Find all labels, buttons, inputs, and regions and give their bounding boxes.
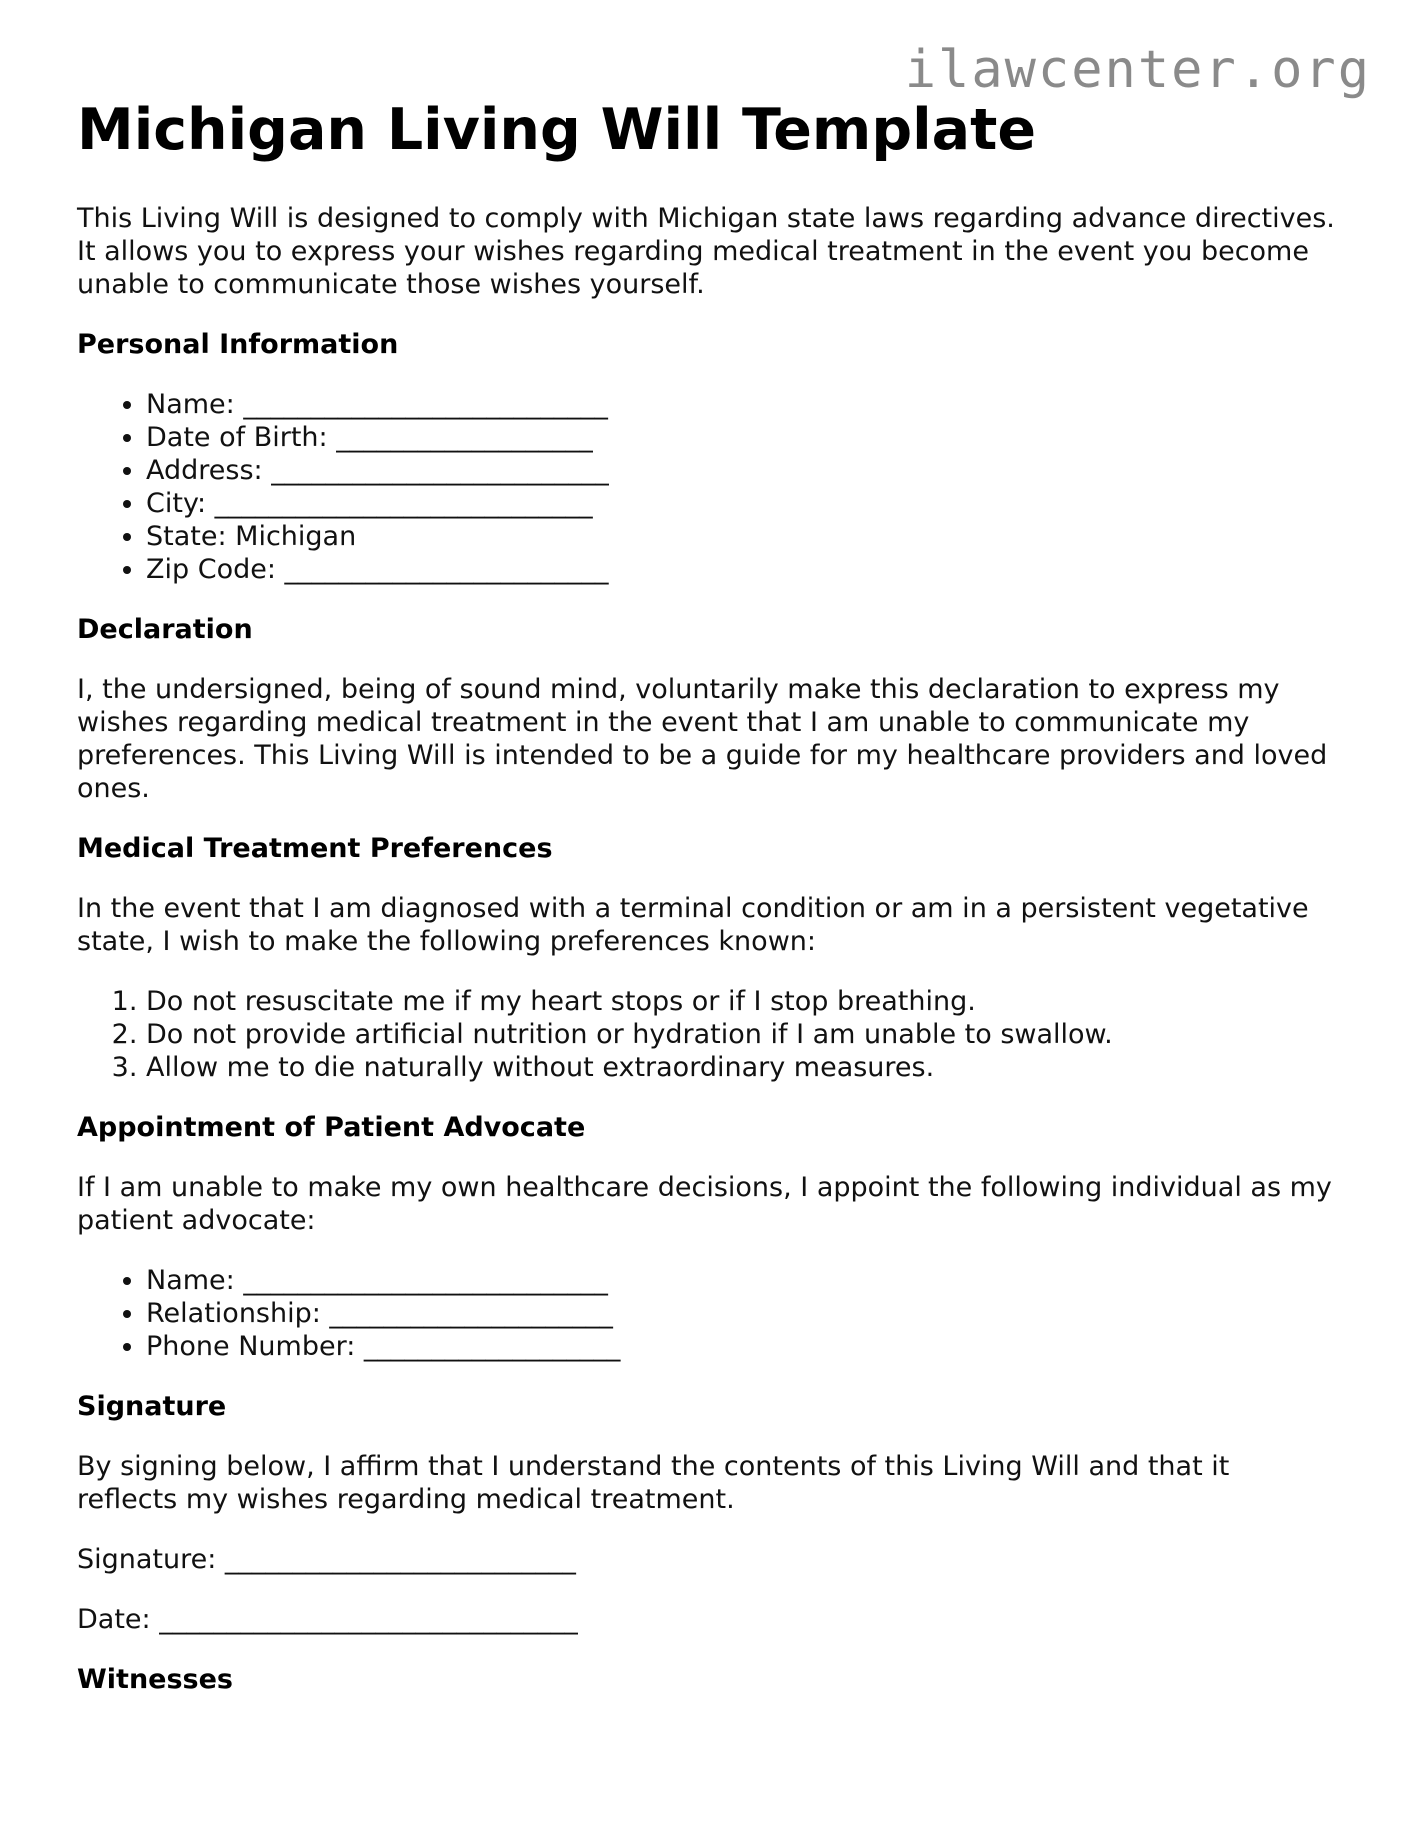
patient-advocate-list xyxy=(77,1264,1337,1363)
signature-paragraph: By signing below, I affirm that I understand the contents of this Living Will and that it reflects my wishes regarding medical treatment. xyxy=(77,1451,1230,1516)
personal-address-field: • Address: _________________________ xyxy=(146,454,1337,487)
medical-preference-item: 3. Allow me to die naturally without extraordinary measures. xyxy=(146,1051,1337,1084)
advocate-name-field: • Name: ___________________________ xyxy=(146,1264,1337,1297)
personal-state-field: • State: Michigan xyxy=(146,520,1337,553)
document-body xyxy=(77,96,1337,1723)
personal-information-heading: Personal Information xyxy=(77,329,399,361)
advocate-relationship-field: • Relationship: _____________________ xyxy=(146,1297,1337,1330)
witnesses-heading: Witnesses xyxy=(77,1664,234,1696)
patient-advocate-paragraph: If I am unable to make my own healthcare decisions, I appoint the following individual as my patient advocate: xyxy=(77,1172,1332,1237)
declaration-heading: Declaration xyxy=(77,614,253,646)
medical-preference-item: 1. Do not resuscitate me if my heart stops or if I stop breathing. xyxy=(146,985,1337,1018)
medical-preference-item: 2. Do not provide artificial nutrition or hydration if I am unable to swallow. xyxy=(146,1018,1337,1051)
personal-information-list xyxy=(77,388,1337,586)
watermark: ilawcenter.org xyxy=(904,40,1371,100)
medical-preferences-heading: Medical Treatment Preferences xyxy=(77,833,553,865)
signature-line: Signature: __________________________ xyxy=(77,1544,576,1576)
date-line: Date: _______________________________ xyxy=(77,1604,578,1636)
medical-preferences-paragraph: In the event that I am diagnosed with a terminal condition or am in a persistent vegetative state, I wish to make the following preferences known: xyxy=(77,893,1309,958)
personal-city-field: • City: ____________________________ xyxy=(146,487,1337,520)
personal-zip-field: • Zip Code: ________________________ xyxy=(146,553,1337,586)
personal-name-field: • Name: ___________________________ xyxy=(146,388,1337,421)
signature-heading: Signature xyxy=(77,1391,227,1423)
patient-advocate-heading: Appointment of Patient Advocate xyxy=(77,1112,586,1144)
declaration-paragraph: I, the undersigned, being of sound mind, voluntarily make this declaration to express my wishes regarding medical treatment in the event that I am unable to communicate my preferences. This Living Will is intended to be a guide for my healthcare providers and loved ones. xyxy=(77,674,1328,805)
medical-preferences-list xyxy=(77,985,1337,1084)
intro-paragraph: This Living Will is designed to comply with Michigan state laws regarding advance directives. It allows you to express your wishes regarding medical treatment in the event you become unable to communicate those wishes yourself. xyxy=(77,203,1335,301)
document-title: Michigan Living Will Template xyxy=(77,97,1037,163)
personal-dob-field: • Date of Birth: ___________________ xyxy=(146,421,1337,454)
advocate-phone-field: • Phone Number: ___________________ xyxy=(146,1330,1337,1363)
